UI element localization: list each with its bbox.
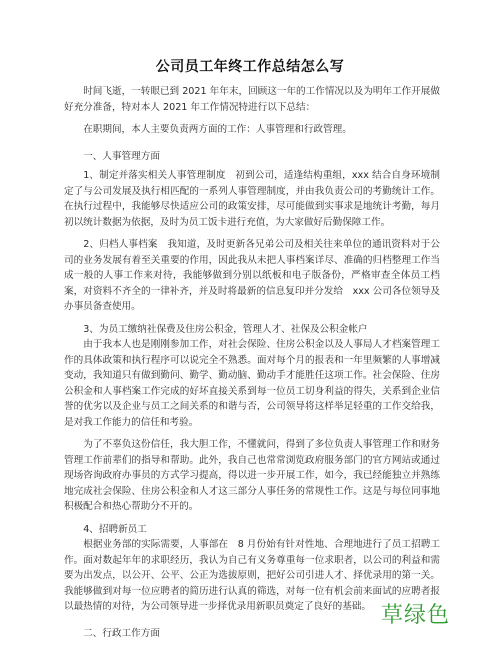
item-4-paragraph: 根据业务部的实际需要，人事部在 8 月份始有针对性地、合理地进行了员工招聘工作。面对数起年年的求职经历，我认为自己有义务尊重每一位求职者，以公司的利益和需要为出发点，以公开、公平、公正为选拔原则，把好公司引进人才、择优录用的第一关。我能够做到对每一位应聘者的简历进行认真的筛选，对每一位有机会前来面试的应聘者报以最热情的对待，为公司领导进一步择优录用新职员奠定了良好的基础。: [64, 539, 440, 612]
section-heading-admin: 二、行政工作方面: [83, 627, 160, 639]
item-4-heading: 4、招聘新员工: [83, 523, 147, 535]
responsibility-paragraph: 在职期间，本人主要负责两方面的工作：人事管理和行政管理。: [83, 124, 352, 135]
document-body: [64, 84, 440, 645]
watermark-label: 草绿色: [380, 603, 450, 628]
item-1-paragraph: 1、制定并落实相关人事管理制度 初到公司，适逢结构重组，xxx 结合自身环境制定了与公司发展及执行相匹配的一系列人事管理制度，并由我负责公司的考勤统计工作。在执行过程中，我能够尽快适应公司的政策安排，尽可能做到实事求是地统计考勤，每月初以统计数据为依据，及时为员工饭卡进行充值，为大家做好后勤保障工作。: [64, 170, 440, 228]
document-title: 公司员工年终工作总结怎么写: [155, 59, 345, 75]
item-3-paragraph-2: 为了不辜负这份信任，我大胆工作，不懂就问，得到了多位负责人事管理工作和财务管理工作前辈们的指导和帮助。此外，我自己也常常浏览政府服务部门的官方网站或通过现场咨询政府办事员的方式学习提高，得以进一步开展工作，如今，我已经能独立并熟练地完成社会保险、住房公积金和人才这三部分人事任务的常规性工作。这是与每位同事地积极配合和热心帮助分不开的。: [64, 439, 440, 512]
item-3-heading: 3、为员工缴纳社保费及住房公积金，管理人才、社保及公积金帐户: [83, 323, 368, 335]
item-2-paragraph: 2、归档人事档案 我知道，及时更新各兄弟公司及相关往来单位的通讯资料对于公司的业务发展有着至关重要的作用，因此我从未把人事档案详尽、准确的归档整理工作当成一般的人事工作来对待，我能够做到分别以纸板和电子版备份，严格审查全体员工档案，对资料不齐全的一律补齐，并及时将最新的信息复印并分发给 xxx 公司各位领导及办事员备查使用。: [64, 239, 440, 312]
section-heading-hr: 一、人事管理方面: [83, 150, 160, 162]
item-3-paragraph: 由于我本人也是刚刚参加工作，对社会保险、住房公积金以及人事局人才档案管理工作的具体政策和执行程序可以说完全不熟悉。面对每个月的报表和一年里频繁的人事增减变动，我知道只有做到勤问、勤学、勤动脑、勤动手才能胜任这项工作。社会保险、住房公积金和人事档案工作完成的好坏直接关系到每一位员工切身利益的得失，关系到企业信誉的优劣以及企业与员工之间关系的和谐与否，公司领导将这样举足轻重的工作交给我，是对我工作能力的信任和考验。: [64, 339, 440, 428]
intro-paragraph: 时间飞逝，一转眼已到 2021 年年末，回顾这一年的工作情况以及为明年工作开展做好充分准备，特对本人 2021 年工作情况特进行以下总结：: [64, 86, 440, 113]
